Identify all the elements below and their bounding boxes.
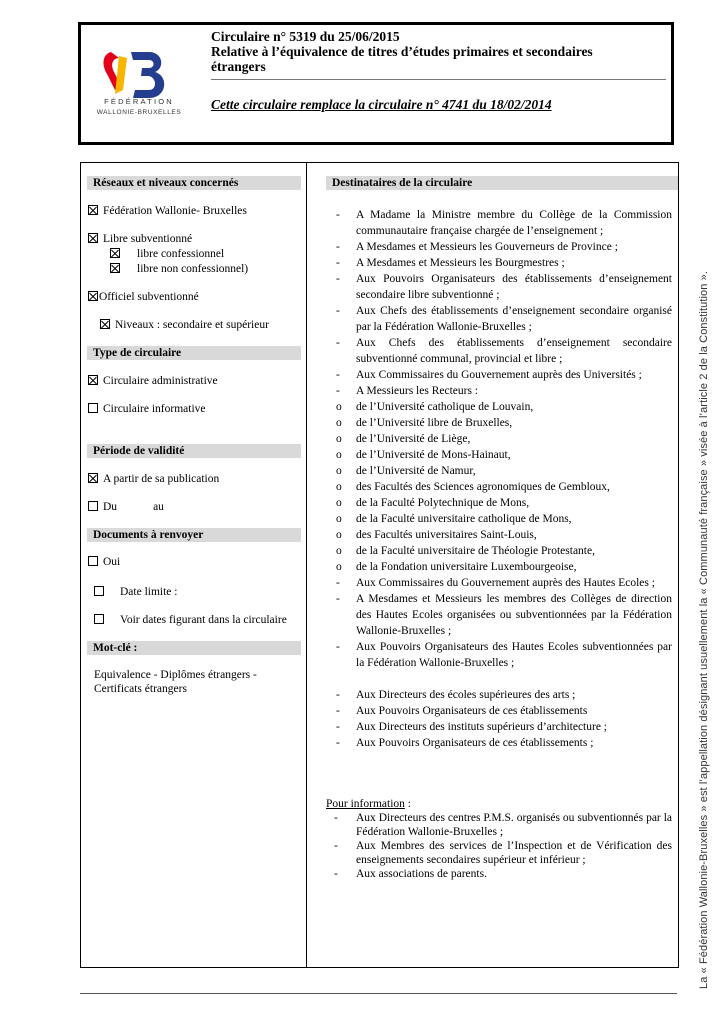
list-item-text: Aux Pouvoirs Organisateurs de ces établissements bbox=[356, 705, 588, 717]
checkbox-checked[interactable] bbox=[88, 233, 98, 243]
recipient-item bbox=[326, 839, 672, 867]
checkbox-checked[interactable] bbox=[88, 375, 98, 385]
list-marker: - bbox=[336, 209, 340, 221]
column-divider bbox=[306, 163, 307, 967]
title-line1: Circulaire n° 5319 du 25/06/2015 bbox=[211, 29, 400, 44]
main-table bbox=[80, 162, 679, 968]
list-marker: - bbox=[336, 257, 340, 269]
side-note bbox=[680, 271, 725, 989]
list-marker: - bbox=[336, 721, 340, 733]
list-marker: o bbox=[336, 433, 342, 445]
list-item-text: de l’Université de Mons-Hainaut, bbox=[356, 449, 511, 461]
type-admin-option bbox=[88, 374, 218, 388]
info-label-text: Pour information bbox=[326, 798, 405, 810]
list-marker: o bbox=[336, 401, 342, 413]
list-marker: o bbox=[336, 545, 342, 557]
networks-section-title: Réseaux et niveaux concernés bbox=[87, 176, 301, 190]
checkbox-unchecked[interactable] bbox=[88, 403, 98, 413]
list-marker: - bbox=[336, 305, 340, 317]
replace-note: Cette circulaire remplace la circulaire n° 4741 du 18/02/2014 bbox=[211, 97, 552, 112]
period-section-title: Période de validité bbox=[87, 444, 301, 458]
recipient-item bbox=[326, 687, 672, 703]
type-info-label: Circulaire informative bbox=[103, 403, 206, 415]
list-item-text: de la Faculté universitaire de Théologie Protestante, bbox=[356, 545, 595, 557]
keyword-line2: Certificats étrangers bbox=[94, 683, 187, 695]
recipient-sub-item bbox=[326, 559, 672, 575]
list-marker: - bbox=[336, 689, 340, 701]
list-item-text: A Madame la Ministre membre du Collège de la Commission communautaire française chargée de l’enseignement ; bbox=[356, 209, 672, 237]
recipient-item bbox=[326, 703, 672, 719]
list-marker: o bbox=[336, 465, 342, 477]
list-marker: - bbox=[336, 337, 340, 349]
list-item-text: Aux Chefs des établissements d’enseignement secondaire subventionné communal, provincial et libre ; bbox=[356, 337, 672, 365]
list-marker: - bbox=[336, 241, 340, 253]
info-section bbox=[326, 797, 672, 881]
recipient-item bbox=[326, 239, 672, 255]
recipient-sub-item bbox=[326, 495, 672, 511]
recipient-item bbox=[326, 207, 672, 239]
list-item-text: Aux Commissaires du Gouvernement auprès des Universités ; bbox=[356, 369, 642, 381]
recipient-sub-item bbox=[326, 463, 672, 479]
list-item-text: A Mesdames et Messieurs les membres des Collèges de direction des Hautes Ecoles organisées ou subventionnées par la Fédération Wallonie-Bruxelles ; bbox=[356, 593, 672, 637]
fwb-option bbox=[88, 204, 247, 218]
list-marker: - bbox=[336, 385, 340, 397]
recipients-list bbox=[326, 207, 672, 751]
list-item-text: Aux associations de parents. bbox=[356, 868, 487, 880]
recipient-item bbox=[326, 811, 672, 839]
checkbox-checked[interactable] bbox=[110, 263, 120, 273]
checkbox-checked[interactable] bbox=[88, 205, 98, 215]
recipient-sub-item bbox=[326, 399, 672, 415]
recipient-item bbox=[326, 303, 672, 335]
niveaux-option bbox=[100, 318, 269, 332]
recipient-item bbox=[326, 335, 672, 367]
list-marker: - bbox=[334, 868, 338, 880]
list-marker: o bbox=[336, 481, 342, 493]
info-label bbox=[326, 797, 672, 811]
list-marker: o bbox=[336, 417, 342, 429]
list-marker: - bbox=[336, 593, 340, 605]
side-note-text: La « Fédération Wallonie-Bruxelles » est l’appellation désignant usuellement la « Communauté française » visée à l’article 2 de la Constitution ». bbox=[698, 271, 710, 989]
info-list bbox=[326, 811, 672, 881]
list-item-text: A Messieurs les Recteurs : bbox=[356, 385, 479, 397]
recipient-sub-item bbox=[326, 479, 672, 495]
docs-oui-label: Oui bbox=[103, 556, 121, 568]
list-item-text: A Mesdames et Messieurs les Bourgmestres ; bbox=[356, 257, 565, 269]
list-item-text: Aux Directeurs des centres P.M.S. organisés ou subventionnés par la Fédération Wallonie-Bruxelles ; bbox=[356, 812, 672, 838]
list-item-text: Aux Chefs des établissements d’enseignement secondaire organisé par la Fédération Wallonie-Bruxelles ; bbox=[356, 305, 672, 333]
niveaux-label: Niveaux : secondaire et supérieur bbox=[115, 319, 269, 331]
checkbox-checked[interactable] bbox=[110, 248, 120, 258]
recipient-item bbox=[326, 575, 672, 591]
list-item-text: Aux Pouvoirs Organisateurs des Hautes Ecoles subventionnées par la Fédération Wallonie-Bruxelles ; bbox=[356, 641, 672, 669]
recipient-sub-item bbox=[326, 511, 672, 527]
list-marker: - bbox=[334, 840, 338, 852]
checkbox-checked[interactable] bbox=[88, 291, 98, 301]
list-marker: - bbox=[336, 577, 340, 589]
recipient-sub-item bbox=[326, 543, 672, 559]
recipient-item bbox=[326, 735, 672, 751]
recipient-item bbox=[326, 639, 672, 671]
checkbox-checked[interactable] bbox=[88, 473, 98, 483]
list-item-text: de l’Université libre de Bruxelles, bbox=[356, 417, 513, 429]
checkbox-unchecked[interactable] bbox=[88, 556, 98, 566]
footer-rule bbox=[80, 993, 677, 994]
docs-section-title: Documents à renvoyer bbox=[87, 528, 301, 542]
fwb-label: Fédération Wallonie- Bruxelles bbox=[103, 205, 247, 217]
type-info-option bbox=[88, 402, 206, 416]
list-marker: o bbox=[336, 497, 342, 509]
period-from-option bbox=[88, 472, 219, 486]
recipient-sub-item bbox=[326, 447, 672, 463]
list-item-text: de la Faculté universitaire catholique de Mons, bbox=[356, 513, 572, 525]
libre-option bbox=[88, 232, 192, 246]
officiel-label: Officiel subventionné bbox=[99, 291, 199, 303]
libre-nonconf-option bbox=[110, 262, 248, 276]
list-item-text: des Facultés universitaires Saint-Louis, bbox=[356, 529, 537, 541]
title-line3: étrangers bbox=[211, 59, 266, 74]
list-marker: - bbox=[336, 369, 340, 381]
list-item-text: Aux Membres des services de l’Inspection et de Vérification des enseignements secondaires supérieur et inférieur ; bbox=[356, 840, 672, 866]
checkbox-unchecked[interactable] bbox=[94, 586, 104, 596]
list-item-text: de l’Université catholique de Louvain, bbox=[356, 401, 534, 413]
logo-line2: WALLONIE-BRUXELLES bbox=[96, 109, 182, 116]
list-item-text: Aux Pouvoirs Organisateurs des établissements d’enseignement secondaire libre subventionné ; bbox=[356, 273, 672, 301]
recipient-sub-item bbox=[326, 415, 672, 431]
logo-blue-shape bbox=[131, 52, 164, 98]
logo-line1: FÉDÉRATION bbox=[104, 97, 174, 106]
list-item-text: A Mesdames et Messieurs les Gouverneurs de Province ; bbox=[356, 241, 618, 253]
recipient-item bbox=[326, 367, 672, 383]
list-item-text: de la Faculté Polytechnique de Mons, bbox=[356, 497, 530, 509]
type-section-title: Type de circulaire bbox=[87, 346, 301, 360]
logo-yellow-shape bbox=[115, 56, 127, 94]
libre-label: Libre subventionné bbox=[103, 233, 193, 245]
recipients-section-title: Destinataires de la circulaire bbox=[326, 176, 678, 190]
libre-conf-label: libre confessionnel bbox=[137, 248, 225, 260]
recipient-item bbox=[326, 255, 672, 271]
libre-conf-option bbox=[110, 247, 224, 261]
list-marker: - bbox=[334, 812, 338, 824]
list-marker: - bbox=[336, 705, 340, 717]
recipient-item bbox=[326, 867, 672, 881]
period-du-option bbox=[88, 500, 164, 514]
list-marker: o bbox=[336, 449, 342, 461]
list-marker: - bbox=[336, 641, 340, 653]
docs-date-option bbox=[94, 585, 177, 599]
checkbox-unchecked[interactable] bbox=[88, 501, 98, 511]
title-rule bbox=[211, 79, 666, 80]
circular-title bbox=[211, 29, 661, 74]
list-marker: - bbox=[336, 273, 340, 285]
recipient-sub-item bbox=[326, 431, 672, 447]
list-item-text: Aux Commissaires du Gouvernement auprès des Hautes Ecoles ; bbox=[356, 577, 655, 589]
list-marker: o bbox=[336, 513, 342, 525]
docs-voir-label: Voir dates figurant dans la circulaire bbox=[120, 614, 287, 626]
type-admin-label: Circulaire administrative bbox=[103, 375, 218, 387]
docs-voir-option bbox=[94, 613, 287, 627]
list-marker: o bbox=[336, 561, 342, 573]
title-line2: Relative à l’équivalence de titres d’études primaires et secondaires bbox=[211, 44, 593, 59]
checkbox-unchecked[interactable] bbox=[94, 614, 104, 624]
recipient-item bbox=[326, 383, 672, 399]
recipient-item bbox=[326, 719, 672, 735]
recipient-item bbox=[326, 271, 672, 303]
logo-text bbox=[89, 97, 189, 116]
list-item-text: Aux Directeurs des instituts supérieurs d’architecture ; bbox=[356, 721, 608, 733]
keyword-line1: Equivalence - Diplômes étrangers - bbox=[94, 669, 257, 681]
list-marker: - bbox=[336, 737, 340, 749]
recipient-item bbox=[326, 591, 672, 639]
info-colon: : bbox=[404, 798, 411, 810]
officiel-option bbox=[88, 290, 199, 304]
period-from-label: A partir de sa publication bbox=[103, 473, 220, 485]
libre-nonconf-label: libre non confessionnel) bbox=[137, 263, 249, 275]
list-item-text: Aux Pouvoirs Organisateurs de ces établissements ; bbox=[356, 737, 594, 749]
period-du-label: Du bbox=[103, 501, 118, 513]
recipient-sub-item bbox=[326, 527, 672, 543]
docs-date-label: Date limite : bbox=[120, 586, 178, 598]
list-item-text: des Facultés des Sciences agronomiques de Gembloux, bbox=[356, 481, 610, 493]
list-item-text: de la Fondation universitaire Luxembourgeoise, bbox=[356, 561, 577, 573]
header-box bbox=[78, 22, 674, 145]
keyword-section-title: Mot-clé : bbox=[87, 641, 301, 655]
list-item-text: Aux Directeurs des écoles supérieures des arts ; bbox=[356, 689, 576, 701]
docs-oui-option bbox=[88, 555, 120, 569]
period-au-label: au bbox=[153, 501, 164, 513]
list-item-text: de l’Université de Namur, bbox=[356, 465, 476, 477]
list-item-text: de l’Université de Liège, bbox=[356, 433, 471, 445]
checkbox-checked[interactable] bbox=[100, 319, 110, 329]
list-marker: o bbox=[336, 529, 342, 541]
